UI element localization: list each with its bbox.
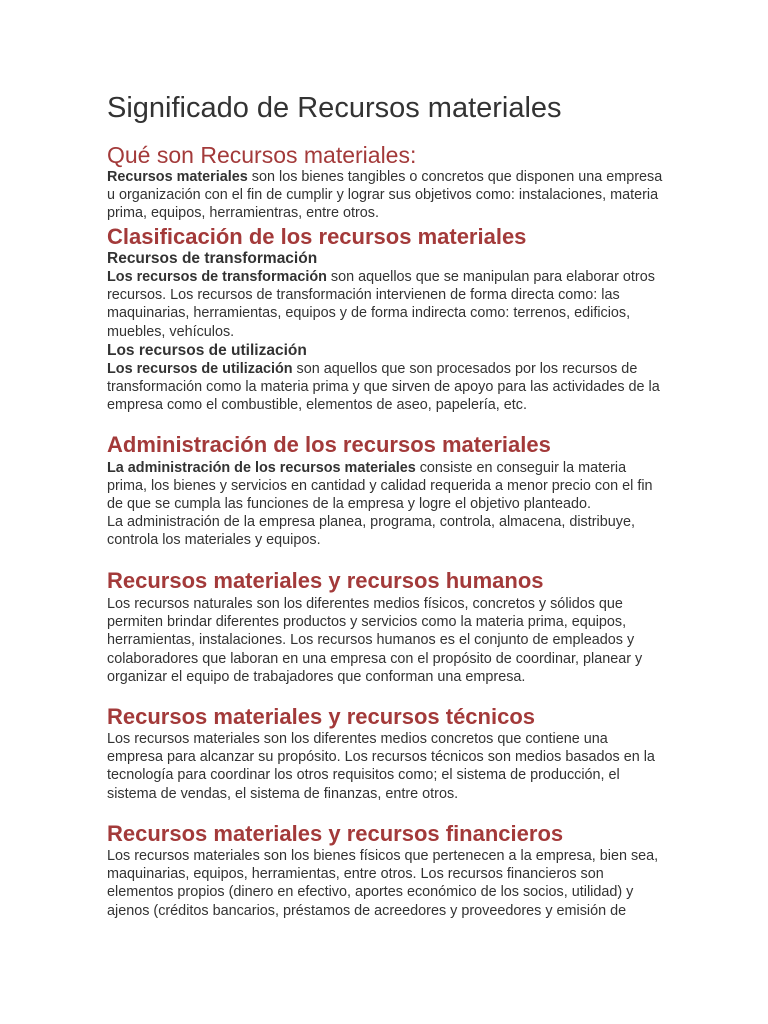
utilizacion-paragraph [107,360,667,415]
tecnicos-heading: Recursos materiales y recursos técnicos [107,704,536,729]
administracion-heading: Administración de los recursos materiales [107,432,551,457]
financieros-paragraph: Los recursos materiales son los bienes físicos que pertenecen a la empresa, bien sea, maquinarias, equipos, herramientas, entre otros. Los recursos financieros son elementos propios (dinero en efectivo, aportes económico de los socios, utilidad) y ajenos (créditos bancarios, préstamos de acreedores y proveedores y emisión de [107,848,659,919]
administracion-lead: La administración de los recursos materiales [107,460,416,476]
humanos-paragraph: Los recursos naturales son los diferentes medios físicos, concretos y sólidos que permiten brindar diferentes productos y servicios como la materia prima, equipos, herramientas, instalaciones. Los recursos humanos es el conjunto de empleados y colaboradores que laboran en una empresa con el propósito de coordinar, planear y organizar el equipo de trabajadores que conforman una empresa. [107,596,643,685]
humanos-heading: Recursos materiales y recursos humanos [107,568,544,593]
transformacion-lead: Los recursos de transformación [107,269,327,285]
financieros-heading: Recursos materiales y recursos financieros [107,821,564,846]
utilizacion-text: son aquellos que son procesados por los recursos de transformación como la materia prima y que sirven de apoyo para las actividades de la empresa como el combustible, elementos de aseo, papelería, etc. [107,361,660,414]
tecnicos-paragraph: Los recursos materiales son los diferentes medios concretos que contiene una empresa para alcanzar su propósito. Los recursos técnicos son medios basados en la tecnología para coordinar los otros requisitos como; el sistema de producción, el sistema de vendas, el sistema de finanzas, entre otros. [107,731,655,802]
administracion-paragraph-2: La administración de la empresa planea, programa, controla, almacena, distribuye, controla los materiales y equipos. [107,514,635,549]
intro-paragraph [107,168,667,223]
transformacion-text: son aquellos que se manipulan para elaborar otros recursos. Los recursos de transformación intervienen de forma directa como: las maquinarias, herramientas, equipos y de forma indirecta como: terrenos, edificios, muebles, vehículos. [107,269,655,340]
transformacion-heading: Recursos de transformación [107,250,318,267]
intro-lead: Recursos materiales [107,169,248,185]
utilizacion-lead: Los recursos de utilización [107,361,293,377]
utilizacion-heading: Los recursos de utilización [107,342,307,359]
administracion-paragraph [107,459,667,514]
intro-text: son los bienes tangibles o concretos que disponen una empresa u organización con el fin de cumplir y lograr sus objetivos como: instalaciones, materia prima, equipos, herramientras, entre otros. [107,169,663,222]
administracion-text: consiste en conseguir la materia prima, los bienes y servicios en cantidad y calidad requerida a menor precio con el fin de que se cumpla las funciones de la empresa y logre el objetivo planteado. [107,460,653,513]
page-title: Significado de Recursos materiales [107,92,562,124]
transformacion-paragraph [107,268,667,341]
intro-heading: Qué son Recursos materiales: [107,142,417,168]
clasificacion-heading: Clasificación de los recursos materiales [107,224,527,249]
